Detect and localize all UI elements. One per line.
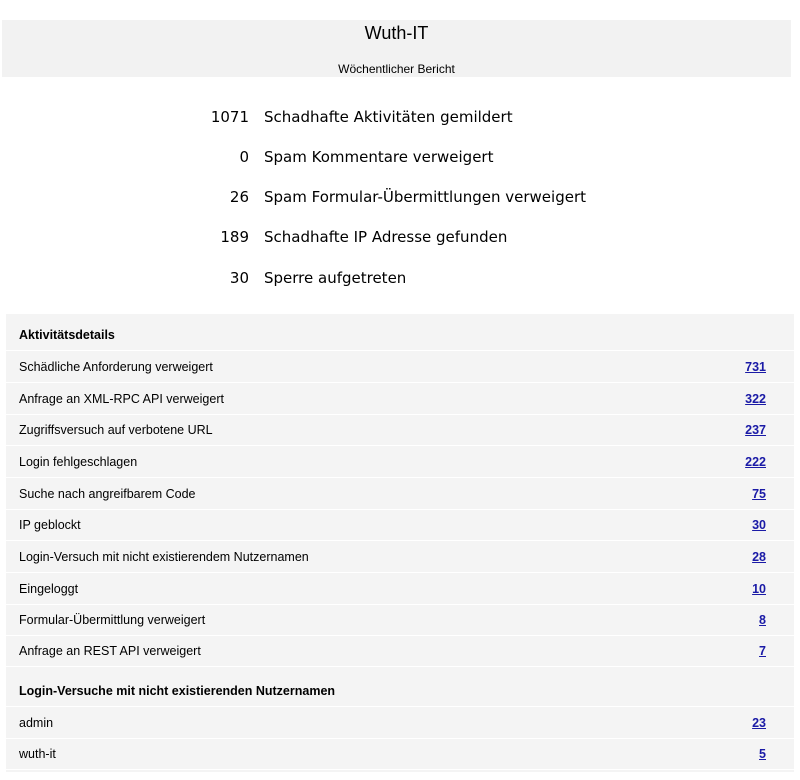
summary-label: Schadhafte IP Adresse gefunden: [264, 228, 508, 246]
report-header: [2, 20, 791, 77]
row-count-link[interactable]: 7: [759, 644, 766, 658]
table-row: [6, 479, 794, 510]
row-count-link[interactable]: 28: [752, 550, 766, 564]
row-label: Schädliche Anforderung verweigert: [19, 360, 213, 374]
summary-label: Spam Formular-Übermittlungen verweigert: [264, 188, 587, 206]
table-row: [6, 708, 794, 739]
row-label: Suche nach angreifbarem Code: [19, 487, 196, 501]
table-row: [6, 510, 794, 541]
table-row: [6, 605, 794, 636]
table-row: [6, 415, 794, 446]
summary-item: [0, 182, 800, 212]
table-row: [6, 352, 794, 383]
row-count-link[interactable]: 30: [752, 518, 766, 532]
summary-item: [0, 142, 800, 172]
row-label: Formular-Übermittlung verweigert: [19, 613, 206, 627]
row-label: Anfrage an XML-RPC API verweigert: [19, 392, 224, 406]
row-label: wuth-it: [19, 747, 56, 761]
report-subtitle: Wöchentlicher Bericht: [338, 62, 455, 76]
login-attempts-heading-row: [6, 676, 794, 707]
row-label: admin: [19, 716, 54, 730]
summary-item: [0, 102, 800, 132]
row-label: Eingeloggt: [19, 582, 79, 596]
summary-label: Spam Kommentare verweigert: [264, 148, 494, 166]
row-label: Zugriffsversuch auf verbotene URL: [19, 423, 213, 437]
row-label: Login-Versuch mit nicht existierendem Nutzernamen: [19, 550, 309, 564]
row-label: Anfrage an REST API verweigert: [19, 644, 201, 658]
table-row: [6, 636, 794, 667]
row-count-link[interactable]: 23: [752, 716, 766, 730]
summary-item: [0, 222, 800, 252]
activity-details-heading: Aktivitätsdetails: [19, 328, 115, 342]
row-count-link[interactable]: 5: [759, 747, 766, 761]
table-row: [6, 542, 794, 573]
row-count-link[interactable]: 237: [745, 423, 766, 437]
row-label: Login fehlgeschlagen: [19, 455, 138, 469]
table-row: [6, 384, 794, 415]
login-attempts-heading: Login-Versuche mit nicht existierenden Nutzernamen: [19, 684, 336, 698]
summary-value: 26: [229, 188, 249, 206]
summary-value: 1071: [210, 108, 249, 126]
summary-item: [0, 263, 800, 293]
row-label: IP geblockt: [19, 518, 81, 532]
summary-label: Schadhafte Aktivitäten gemildert: [264, 108, 513, 126]
report-title: Wuth-IT: [364, 23, 429, 43]
row-count-link[interactable]: 10: [752, 582, 766, 596]
row-count-link[interactable]: 322: [745, 392, 766, 406]
activity-details-table: [6, 314, 794, 772]
row-count-link[interactable]: 731: [745, 360, 766, 374]
table-row: [6, 574, 794, 605]
summary-value: 30: [229, 269, 249, 287]
row-count-link[interactable]: 222: [745, 455, 766, 469]
summary-value: 189: [220, 228, 249, 246]
table-row: [6, 447, 794, 478]
table-row: [6, 739, 794, 770]
summary-label: Sperre aufgetreten: [264, 269, 407, 287]
activity-details-heading-row: [6, 320, 794, 351]
row-count-link[interactable]: 75: [752, 487, 766, 501]
summary-value: 0: [239, 148, 249, 166]
row-count-link[interactable]: 8: [759, 613, 766, 627]
